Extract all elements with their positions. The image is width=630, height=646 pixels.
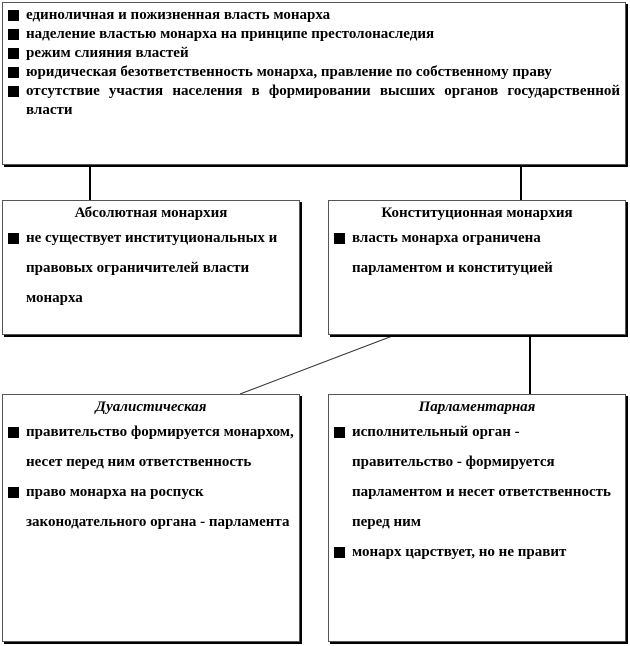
constitutional-item: власть монарха ограничена парламентом и конституцией xyxy=(334,223,620,283)
square-bullet-icon xyxy=(8,233,19,244)
feature-item: юридическая безответственность монарха, правление по собственному праву xyxy=(8,63,620,82)
absolute-monarchy-title: Абсолютная монархия xyxy=(74,205,228,221)
dualistic-item: правительство формируется монархом, несет перед ним ответственность xyxy=(8,417,294,477)
square-bullet-icon xyxy=(8,86,19,97)
dualistic-monarchy-box xyxy=(2,394,300,642)
parliamentary-item: исполнительный орган - правительство - формируется парламентом и несет ответственность перед ним xyxy=(334,417,620,537)
constitutional-monarchy-box xyxy=(328,200,626,335)
square-bullet-icon xyxy=(8,10,19,21)
constitutional-monarchy-title: Конституционная монархия xyxy=(381,205,573,221)
feature-item: наделение властью монарха на принципе престолонаследия xyxy=(8,25,620,44)
square-bullet-icon xyxy=(334,547,345,558)
absolute-item: не существует институциональных и правовых ограничителей власти монарха xyxy=(8,223,294,313)
dualistic-monarchy-title: Дуалистическая xyxy=(95,399,207,415)
square-bullet-icon xyxy=(8,487,19,498)
absolute-monarchy-box xyxy=(2,200,300,335)
square-bullet-icon xyxy=(8,427,19,438)
parliamentary-monarchy-box xyxy=(328,394,626,642)
square-bullet-icon xyxy=(8,29,19,40)
dualistic-item: право монарха на роспуск законодательного органа - парламента xyxy=(8,477,294,537)
feature-item: отсутствие участия населения в формировании высших органов государственной власти xyxy=(8,82,620,120)
connector-constitutional-dualistic xyxy=(240,335,395,394)
square-bullet-icon xyxy=(8,67,19,78)
square-bullet-icon xyxy=(334,427,345,438)
square-bullet-icon xyxy=(334,233,345,244)
monarchy-features-box xyxy=(2,2,626,165)
square-bullet-icon xyxy=(8,48,19,59)
parliamentary-monarchy-title: Парламентарная xyxy=(418,399,536,415)
parliamentary-item: монарх царствует, но не правит xyxy=(334,537,620,567)
feature-item: режим слияния властей xyxy=(8,44,620,63)
feature-item: единоличная и пожизненная власть монарха xyxy=(8,6,620,25)
